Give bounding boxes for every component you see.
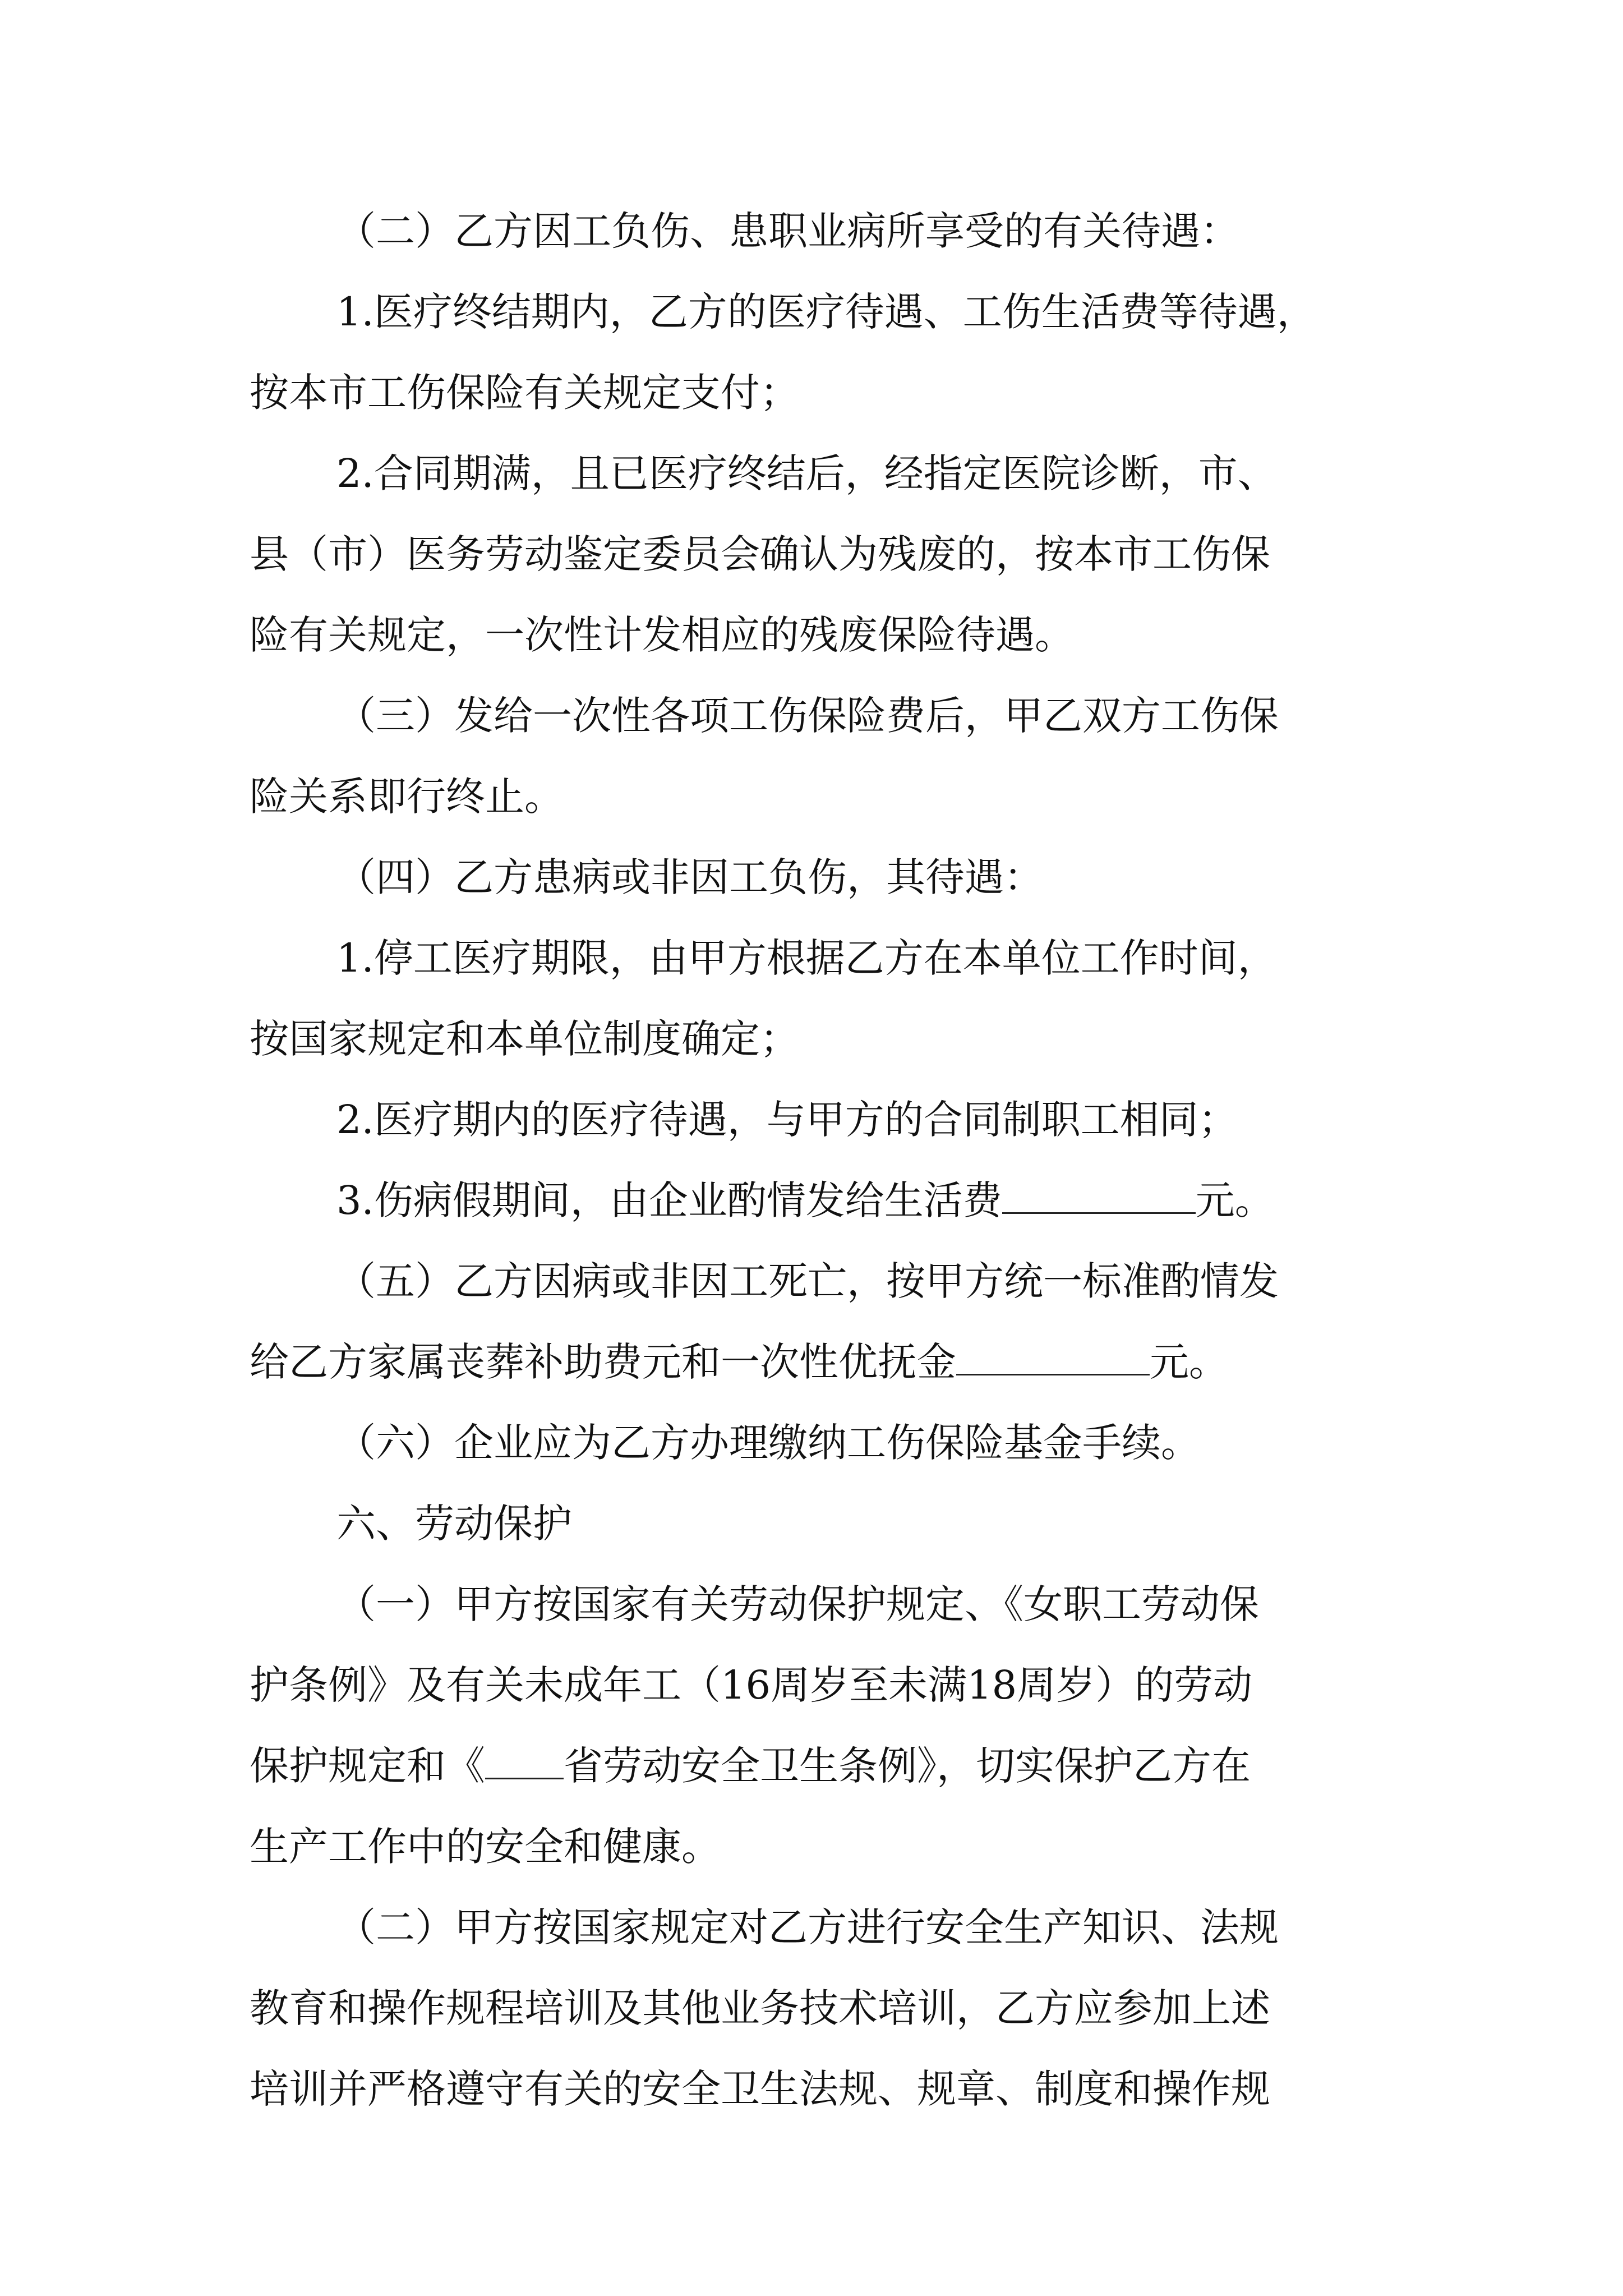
text-line: 按本市工伤保险有关规定支付；: [250, 370, 799, 416]
text-line-with-blank: [336, 1174, 1274, 1227]
text-line: 2.医疗期内的医疗待遇，与甲方的合同制职工相同；: [336, 1097, 1238, 1143]
text-segment: 保护规定和《: [250, 1743, 485, 1789]
text-line: 县（市）医务劳动鉴定委员会确认为残废的，按本市工伤保: [250, 531, 1270, 577]
text-line: 1.医疗终结期内，乙方的医疗待遇、工伤生活费等待遇，: [336, 289, 1316, 335]
text-segment: 元。: [1150, 1339, 1228, 1385]
text-segment: 省劳动安全卫生条例》，切实保护乙方在: [564, 1743, 1251, 1789]
text-line-with-blank: [250, 1335, 1228, 1389]
text-line: （四）乙方患病或非因工负伤，其待遇：: [336, 854, 1043, 900]
text-line: 险关系即行终止。: [250, 774, 564, 820]
text-line: 2.合同期满，且已医疗终结后，经指定医院诊断，市、: [336, 450, 1277, 496]
section-heading: 六、劳动保护: [336, 1501, 572, 1547]
text-line: （六）企业应为乙方办理缴纳工伤保险基金手续。: [336, 1420, 1200, 1466]
text-line: 生产工作中的安全和健康。: [250, 1824, 721, 1870]
text-line: （五）乙方因病或非因工死亡，按甲方统一标准酌情发: [336, 1258, 1279, 1304]
text-line: 护条例》及有关未成年工（16周岁至未满18周岁）的劳动: [250, 1662, 1253, 1708]
text-line: 按国家规定和本单位制度确定；: [250, 1016, 799, 1062]
text-segment: 元。: [1195, 1177, 1274, 1223]
text-segment: 3.伤病假期间，由企业酌情发给生活费: [336, 1177, 1002, 1223]
text-line: 培训并严格遵守有关的安全卫生法规、规章、制度和操作规: [250, 2066, 1270, 2112]
text-line: （二）甲方按国家规定对乙方进行安全生产知识、法规: [336, 1904, 1279, 1950]
text-line-with-blank: [250, 1739, 1251, 1793]
text-line: 险有关规定，一次性计发相应的残废保险待遇。: [250, 612, 1074, 658]
text-line: （二）乙方因工负伤、患职业病所享受的有关待遇：: [336, 208, 1239, 254]
fill-in-blank: [485, 1743, 564, 1779]
fill-in-blank: [956, 1339, 1150, 1375]
text-line: 教育和操作规程培训及其他业务技术培训，乙方应参加上述: [250, 1985, 1270, 2031]
text-line: （三）发给一次性各项工伤保险费后，甲乙双方工伤保: [336, 693, 1279, 739]
text-line: （一）甲方按国家有关劳动保护规定、《女职工劳动保: [336, 1581, 1259, 1627]
text-line: 1.停工医疗期限，由甲方根据乙方在本单位工作时间，: [336, 935, 1277, 981]
text-segment: 给乙方家属丧葬补助费元和一次性优抚金: [250, 1339, 956, 1385]
fill-in-blank: [1002, 1177, 1196, 1214]
